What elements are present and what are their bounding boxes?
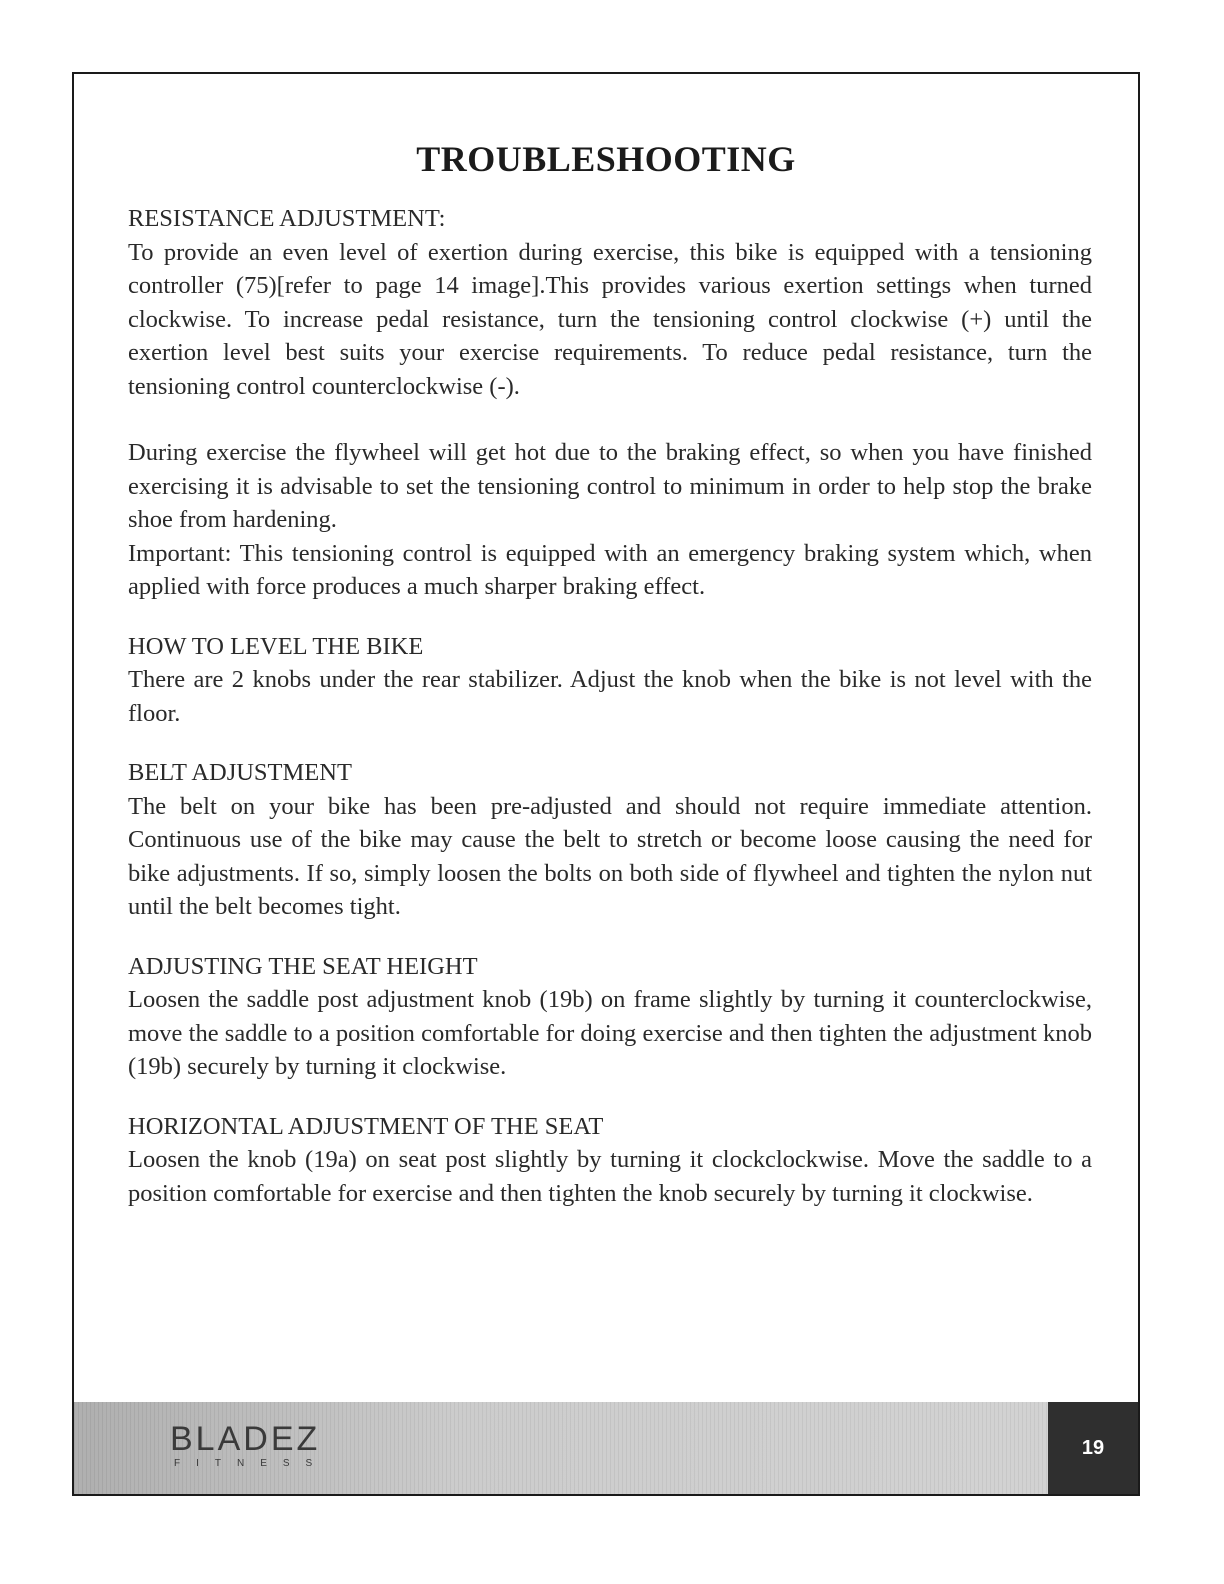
brand-logo	[170, 1422, 328, 1469]
paragraph: The belt on your bike has been pre-adjusted and should not require immediate attention. Continuous use of the bike may cause the belt to stretch or become loose causing the need for bike adjustments. If so, simply loosen the bolts on both side of flywheel and tighten the nylon nut until the belt becomes tight.	[128, 792, 1092, 920]
page-number-box	[1048, 1402, 1138, 1494]
section-horizontal-seat	[128, 1110, 1092, 1211]
page-title: TROUBLESHOOTING	[416, 139, 796, 179]
brand-name: BLADEZ	[170, 1420, 321, 1458]
section-heading: HOW TO LEVEL THE BIKE	[128, 632, 424, 660]
section-belt-adjustment	[128, 756, 1092, 924]
content	[128, 202, 1092, 1236]
section-seat-height	[128, 950, 1092, 1084]
paragraph: Loosen the knob (19a) on seat post slightly by turning it clockclockwise. Move the saddle to a position comfortable for exercise and then tighten the knob securely by turning it clockwise.	[128, 1146, 1092, 1207]
section-heading: RESISTANCE ADJUSTMENT:	[128, 205, 446, 232]
paragraph: Loosen the saddle post adjustment knob (19b) on frame slightly by turning it counterclockwise, move the saddle to a position comfortable for doing exercise and then tighten the adjustment knob (19b) securely by turning it clockwise.	[128, 986, 1092, 1080]
page-frame	[72, 72, 1140, 1496]
section-heading: BELT ADJUSTMENT	[128, 759, 352, 786]
paragraph: During exercise the flywheel will get hot due to the braking effect, so when you have finished exercising it is advisable to set the tensioning control to minimum in order to help stop the brake shoe from hardening.	[128, 439, 1092, 533]
paragraph: Important: This tensioning control is equipped with an emergency braking system which, when applied with force produces a much sharper braking effect.	[128, 539, 1092, 600]
paragraph: There are 2 knobs under the rear stabilizer. Adjust the knob when the bike is not level with the floor.	[128, 666, 1092, 727]
section-resistance-adjustment	[128, 202, 1092, 604]
section-level-bike	[128, 630, 1092, 731]
footer-bar	[74, 1402, 1138, 1494]
brand-subtitle: FITNESS	[174, 1458, 329, 1469]
paragraph: To provide an even level of exertion during exercise, this bike is equipped with a tensioning controller (75)[refer to page 14 image].This provides various exertion settings when turned clockwise. To increase pedal resistance, turn the tensioning control clockwise (+) until the exertion level best suits your exercise requirements. To reduce pedal resistance, turn the tensioning control counterclockwise (-).	[128, 238, 1092, 400]
page-number: 19	[1081, 1436, 1105, 1459]
section-heading: ADJUSTING THE SEAT HEIGHT	[128, 952, 478, 980]
section-heading: HORIZONTAL ADJUSTMENT OF THE SEAT	[128, 1112, 604, 1140]
